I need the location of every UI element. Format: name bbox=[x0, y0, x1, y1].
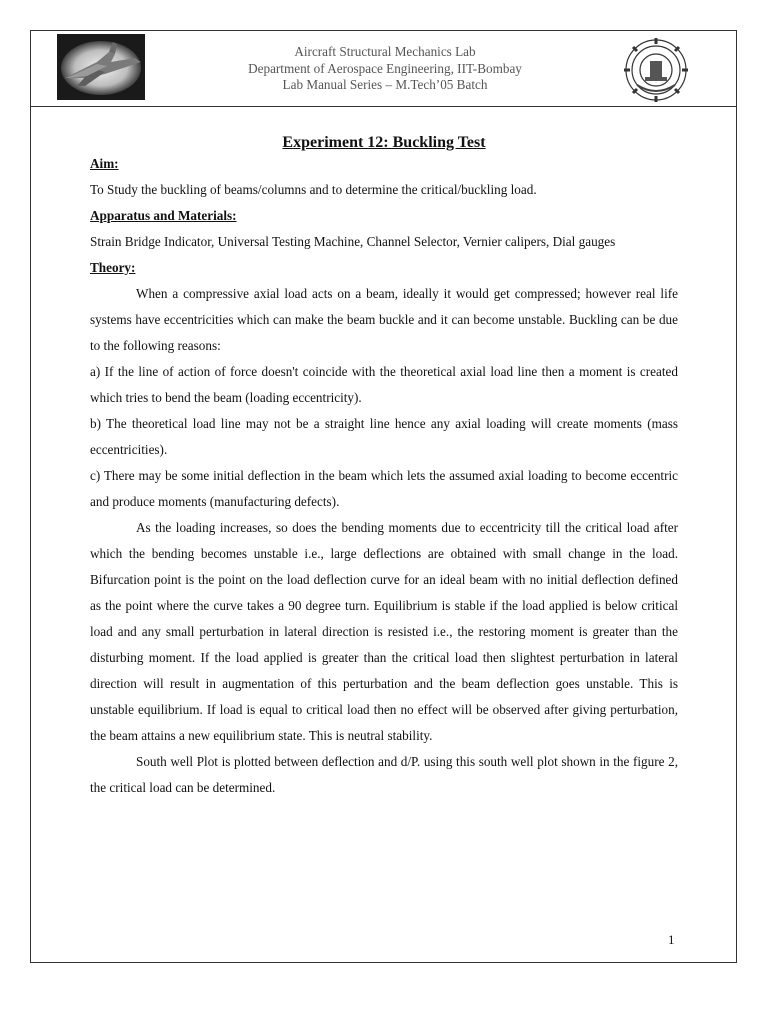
header-divider bbox=[30, 106, 737, 107]
apparatus-heading: Apparatus and Materials: bbox=[90, 208, 237, 223]
page-header bbox=[180, 44, 590, 94]
header-series: Lab Manual Series – M.Tech’05 Batch bbox=[282, 77, 488, 92]
theory-reason-a: a) If the line of action of force doesn't coincide with the theoretical axial load line then a moment is created which tries to bend the beam (loading eccentricity). bbox=[90, 364, 678, 405]
jet-aircraft-icon bbox=[57, 34, 145, 100]
theory-paragraph-1: When a compressive axial load acts on a beam, ideally it would get compressed; however real life systems have eccentricities which can make the beam buckle and it can become unstable. Buckling can be due to the following reasons: bbox=[90, 286, 678, 353]
header-lab-name: Aircraft Structural Mechanics Lab bbox=[294, 44, 476, 59]
page-number: 1 bbox=[668, 932, 675, 947]
document-body bbox=[90, 151, 678, 801]
aim-heading: Aim: bbox=[90, 156, 119, 171]
theory-reason-b: b) The theoretical load line may not be a straight line hence any axial loading will create moments (mass eccentricities). bbox=[90, 416, 678, 457]
theory-reason-c: c) There may be some initial deflection in the beam which lets the assumed axial loading to become eccentric and produce moments (manufacturing defects). bbox=[90, 468, 678, 509]
header-department: Department of Aerospace Engineering, IIT-Bombay bbox=[248, 60, 522, 76]
theory-heading: Theory: bbox=[90, 260, 136, 275]
theory-paragraph-2: As the loading increases, so does the bending moments due to eccentricity till the critical load after which the bending becomes unstable i.e., large deflections are obtained with small change in the load. Bifurcation point is the point on the load deflection curve for an ideal beam with no initial deflection defined as the point where the curve takes a 90 degree turn. Equilibrium is stable if the load applied is below critical load and any small perturbation in lateral direction is resisted i.e., the restoring moment is greater than the disturbing moment. If the load applied is greater than the critical load then slightest perturbation in lateral direction will result in augmentation of this perturbation and the beam deflection goes unstable. This is unstable equilibrium. If load is equal to critical load then no effect will be observed after giving perturbation, the beam attains a new equilibrium state. This is neutral stability. bbox=[90, 520, 678, 743]
page-title: Experiment 12: Buckling Test bbox=[282, 134, 486, 151]
aim-text: To Study the buckling of beams/columns and to determine the critical/buckling load. bbox=[90, 182, 537, 197]
apparatus-text: Strain Bridge Indicator, Universal Testing Machine, Channel Selector, Vernier calipers, Dial gauges bbox=[90, 234, 616, 249]
theory-paragraph-3: South well Plot is plotted between deflection and d/P. using this south well plot shown in the figure 2, the critical load can be determined. bbox=[90, 754, 678, 795]
iit-bombay-seal-icon bbox=[623, 37, 689, 103]
